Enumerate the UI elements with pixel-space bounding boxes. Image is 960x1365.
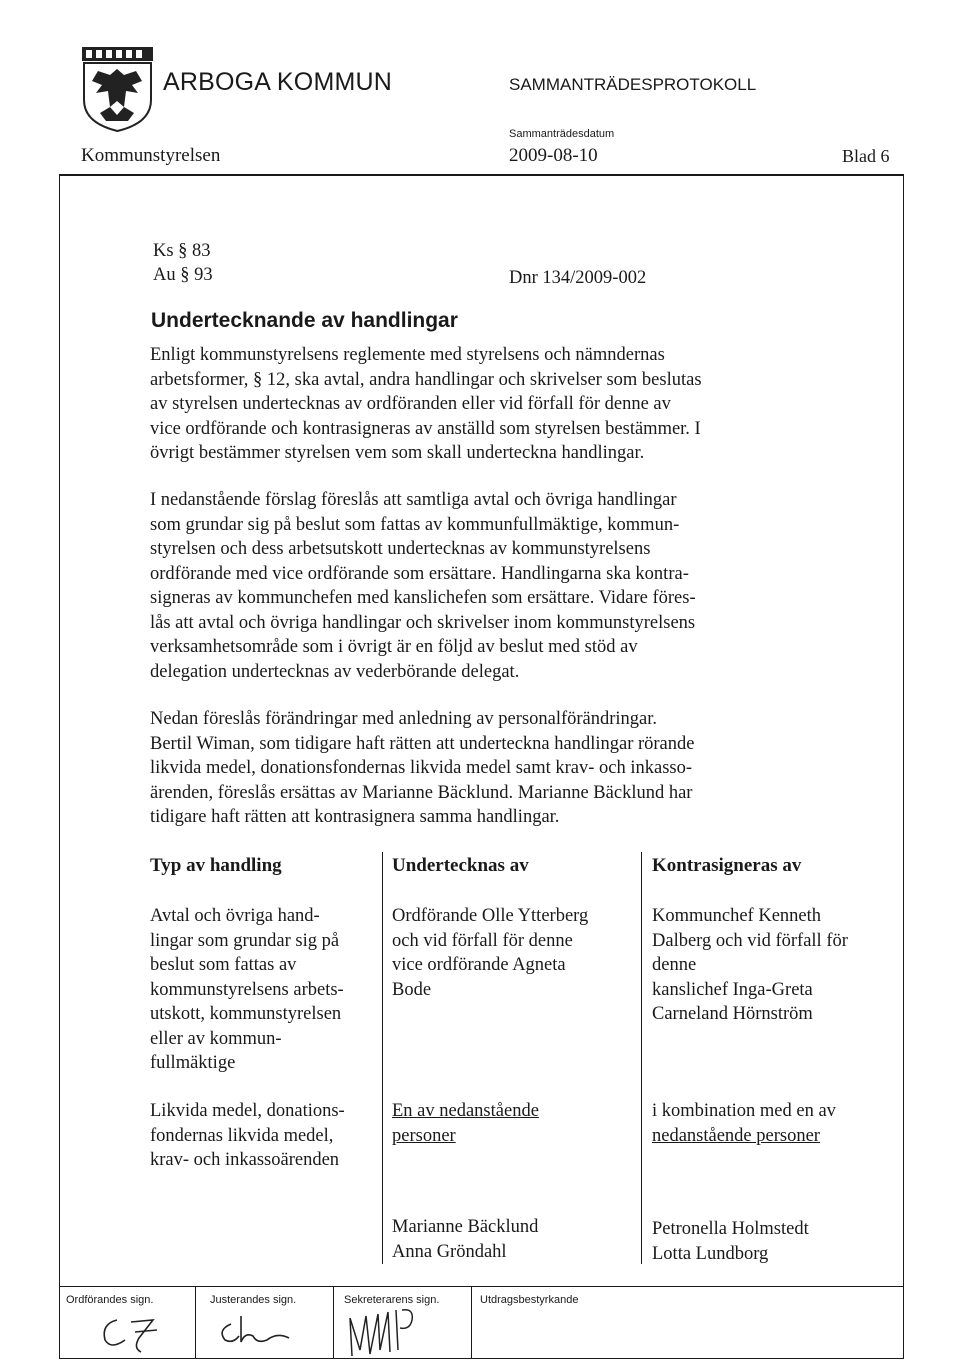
cell-line: Petronella Holmstedt [652, 1219, 809, 1239]
table-cell-typ [150, 904, 344, 1076]
text-line: övrigt bestämmer styrelsen vem som skall underteckna handlingar. [150, 443, 645, 463]
cell-line: Avtal och övriga hand- [150, 906, 320, 926]
cell-line: och vid förfall för denne [392, 930, 573, 951]
table-cell-typ [150, 1099, 345, 1173]
cell-line: nedanstående personer [652, 1125, 820, 1146]
cell-line: Lotta Lundborg [652, 1243, 769, 1264]
cell-line: utskott, kommunstyrelsen [150, 1004, 342, 1024]
case-number: Dnr 134/2009-002 [509, 268, 647, 288]
table-cell-undertecknas [392, 1215, 538, 1264]
table-cell-undertecknas [392, 1099, 539, 1148]
cell-line: kommunstyrelsens arbets- [150, 979, 344, 1000]
cell-line: Ordförande Olle Ytterberg [392, 906, 589, 926]
paragraph-rules [150, 343, 790, 466]
cell-line: fondernas likvida medel, [150, 1125, 334, 1146]
paragraph-proposal [150, 488, 790, 684]
org-name: ARBOGA KOMMUN [163, 68, 393, 96]
body-name: Kommunstyrelsen [81, 145, 221, 166]
cell-line: Bode [392, 979, 432, 1000]
text-line: styrelsen och dess arbetsutskott undertecknas av kommunstyrelsens [150, 539, 651, 559]
au-paragraph: Au § 93 [153, 265, 213, 285]
table-cell-undertecknas [392, 904, 588, 1002]
text-line: Bertil Wiman, som tidigare haft rätten att underteckna handlingar rörande [150, 733, 695, 754]
cell-line: personer [392, 1125, 456, 1146]
handwritten-signature-ordforande [95, 1308, 175, 1356]
signature-label-utdragsbestyrkande: Utdragsbestyrkande [480, 1294, 579, 1306]
table-cell-kontrasigneras [652, 904, 848, 1027]
coat-of-arms-icon [80, 45, 155, 133]
signature-divider [195, 1286, 196, 1358]
column-divider [641, 852, 642, 1264]
cell-line: Kommunchef Kenneth [652, 906, 822, 926]
cell-line: lingar som grundar sig på [150, 930, 340, 951]
cell-line: krav- och inkassoärenden [150, 1150, 340, 1170]
text-line: ordförande med vice ordförande som ersättare. Handlingarna ska kontra- [150, 563, 689, 584]
text-line: tidigare haft rätten att kontrasignera samma handlingar. [150, 807, 560, 827]
date-label: Sammanträdesdatum [509, 128, 615, 140]
paragraph-personnel-changes [150, 707, 790, 830]
meeting-date: 2009-08-10 [509, 145, 598, 166]
ks-paragraph: Ks § 83 [153, 241, 211, 261]
text-line: Enligt kommunstyrelsens reglemente med styrelsens och nämndernas [150, 345, 665, 365]
cell-line: Anna Gröndahl [392, 1241, 507, 1262]
cell-line: i kombination med en av [652, 1101, 836, 1121]
signature-label-sekreterare: Sekreterarens sign. [344, 1294, 440, 1306]
signature-box-top [59, 1286, 904, 1287]
column-header-undertecknas: Undertecknas av [392, 855, 529, 876]
cell-line: En av nedanstående [392, 1101, 539, 1121]
frame-left-border [59, 174, 60, 1359]
text-line: arbetsformer, § 12, ska avtal, andra handlingar och skrivelser som beslutas [150, 369, 702, 390]
signature-divider [471, 1286, 472, 1358]
text-line: signeras av kommunchefen med kanslichefen som ersättare. Vidare föres- [150, 588, 696, 608]
table-cell-kontrasigneras [652, 1099, 836, 1148]
text-line: som grundar sig på beslut som fattas av kommunfullmäktige, kommun- [150, 514, 680, 535]
cell-line: Likvida medel, donations- [150, 1101, 345, 1121]
signature-divider [333, 1286, 334, 1358]
document-type: SAMMANTRÄDESPROTOKOLL [509, 75, 757, 94]
column-header-typ: Typ av handling [150, 855, 282, 876]
cell-line: eller av kommun- [150, 1028, 282, 1049]
column-divider [382, 852, 383, 1264]
handwritten-signature-justerande [215, 1310, 305, 1354]
header-rule [59, 174, 904, 176]
text-line: av styrelsen undertecknas av ordföranden eller vid förfall för denne av [150, 394, 671, 414]
cell-line: beslut som fattas av [150, 955, 297, 975]
cell-line: Marianne Bäcklund [392, 1217, 539, 1237]
frame-right-border [903, 174, 904, 1359]
cell-line: fullmäktige [150, 1053, 236, 1073]
cell-line: kanslichef Inga-Greta [652, 979, 813, 1000]
text-line: I nedanstående förslag föreslås att samtliga avtal och övriga handlingar [150, 490, 677, 510]
cell-line: denne [652, 955, 697, 975]
text-line: likvida medel, donationsfondernas likvida medel samt krav- och inkasso- [150, 758, 693, 778]
handwritten-signature-sekreterare [340, 1300, 430, 1360]
cell-line: vice ordförande Agneta [392, 955, 566, 975]
text-line: lås att avtal och övriga handlingar och skrivelser inom kommunstyrelsens [150, 612, 696, 633]
signature-label-ordforande: Ordförandes sign. [66, 1294, 154, 1306]
page-number: Blad 6 [842, 146, 890, 166]
text-line: ärenden, föreslås ersättas av Marianne Bäcklund. Marianne Bäcklund har [150, 782, 693, 803]
text-line: verksamhetsområde som i övrigt är en följd av beslut med stöd av [150, 637, 638, 657]
section-title: Undertecknande av handlingar [151, 309, 458, 332]
signature-box-bottom [59, 1358, 904, 1359]
cell-line: Carneland Hörnström [652, 1004, 813, 1024]
table-cell-kontrasigneras [652, 1217, 809, 1266]
column-header-kontrasigneras: Kontrasigneras av [652, 855, 802, 876]
text-line: Nedan föreslås förändringar med anledning av personalförändringar. [150, 709, 658, 729]
text-line: delegation undertecknas av vederbörande delegat. [150, 661, 520, 682]
signature-label-justerande: Justerandes sign. [210, 1294, 297, 1306]
text-line: vice ordförande och kontrasigneras av anställd som styrelsen bestämmer. I [150, 418, 701, 439]
cell-line: Dalberg och vid förfall för [652, 930, 848, 951]
